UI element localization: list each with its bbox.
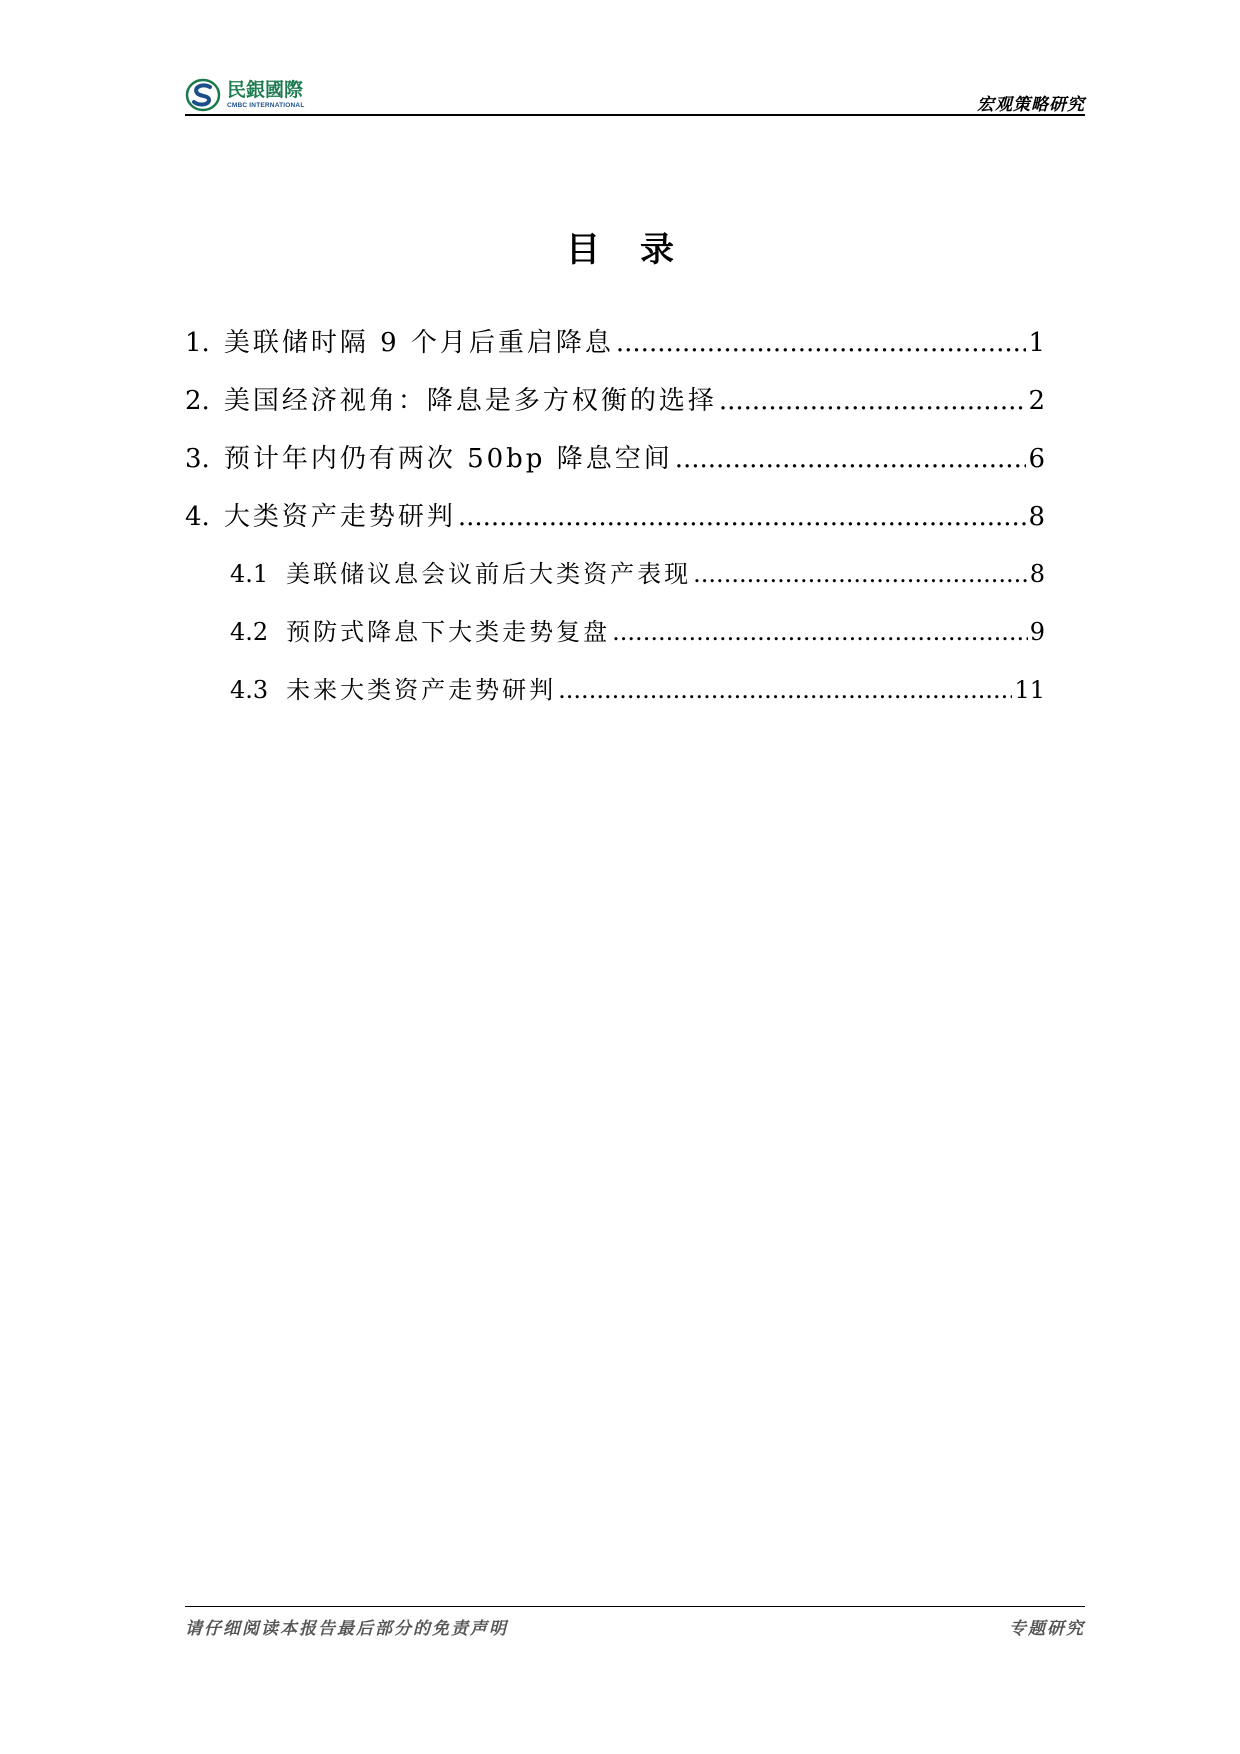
footer-disclaimer: 请仔细阅读本报告最后部分的免责声明 <box>185 1619 508 1639</box>
toc-entry-2[interactable] <box>185 380 1045 420</box>
toc-entry-page: 6 <box>1028 444 1045 474</box>
toc-entry-text: 预防式降息下大类走势复盘 <box>286 618 611 646</box>
toc-entry-page: 8 <box>1028 502 1045 532</box>
toc-entry-text: 美联储时隔 9 个月后重启降息 <box>223 328 614 358</box>
toc-entry-number: 2. <box>185 386 210 416</box>
page-header <box>185 72 1085 116</box>
toc-leader-dots <box>612 618 1028 646</box>
toc-entry-4-1[interactable] <box>230 554 1045 592</box>
cmbc-logo-icon <box>185 78 221 112</box>
section-label: 宏观策略研究 <box>977 95 1085 115</box>
toc-entry-number: 4.1 <box>230 560 269 588</box>
toc-entry-page: 1 <box>1028 328 1045 358</box>
toc-entry-number: 3. <box>185 444 210 474</box>
toc-entry-text: 美国经济视角：降息是多方权衡的选择 <box>223 386 717 416</box>
company-logo <box>185 78 305 112</box>
toc-entry-text: 大类资产走势研判 <box>223 502 456 532</box>
toc-entry-page: 9 <box>1029 618 1045 646</box>
toc-entry-4-2[interactable] <box>230 612 1045 650</box>
logo-english-name: CMBC INTERNATIONAL <box>227 101 305 109</box>
toc-entry-4-3[interactable] <box>230 670 1045 708</box>
toc-entry-number: 1. <box>185 328 210 358</box>
toc-entry-text: 美联储议息会议前后大类资产表现 <box>286 560 692 588</box>
toc-leader-dots <box>719 386 1027 416</box>
toc-leader-dots <box>458 502 1027 532</box>
toc-leader-dots <box>616 328 1027 358</box>
header-divider <box>185 114 1085 116</box>
toc-entry-page: 8 <box>1029 560 1045 588</box>
toc-title: 目录 <box>566 230 714 270</box>
toc-entry-number: 4. <box>185 502 210 532</box>
toc-entry-text: 预计年内仍有两次 50bp 降息空间 <box>223 444 673 474</box>
toc-entry-page: 11 <box>1014 676 1045 704</box>
toc-leader-dots <box>675 444 1027 474</box>
toc-entry-number: 4.3 <box>230 676 269 704</box>
toc-entry-page: 2 <box>1028 386 1045 416</box>
toc-entry-1[interactable] <box>185 322 1045 362</box>
toc-leader-dots <box>558 676 1012 704</box>
toc-entry-3[interactable] <box>185 438 1045 478</box>
toc-leader-dots <box>693 560 1028 588</box>
logo-chinese-name: 民銀國際 <box>227 78 304 101</box>
toc-entry-4[interactable] <box>185 496 1045 536</box>
footer-divider <box>185 1606 1085 1607</box>
footer-doc-type: 专题研究 <box>1009 1619 1085 1639</box>
toc-entry-text: 未来大类资产走势研判 <box>286 676 557 704</box>
toc-entry-number: 4.2 <box>230 618 269 646</box>
